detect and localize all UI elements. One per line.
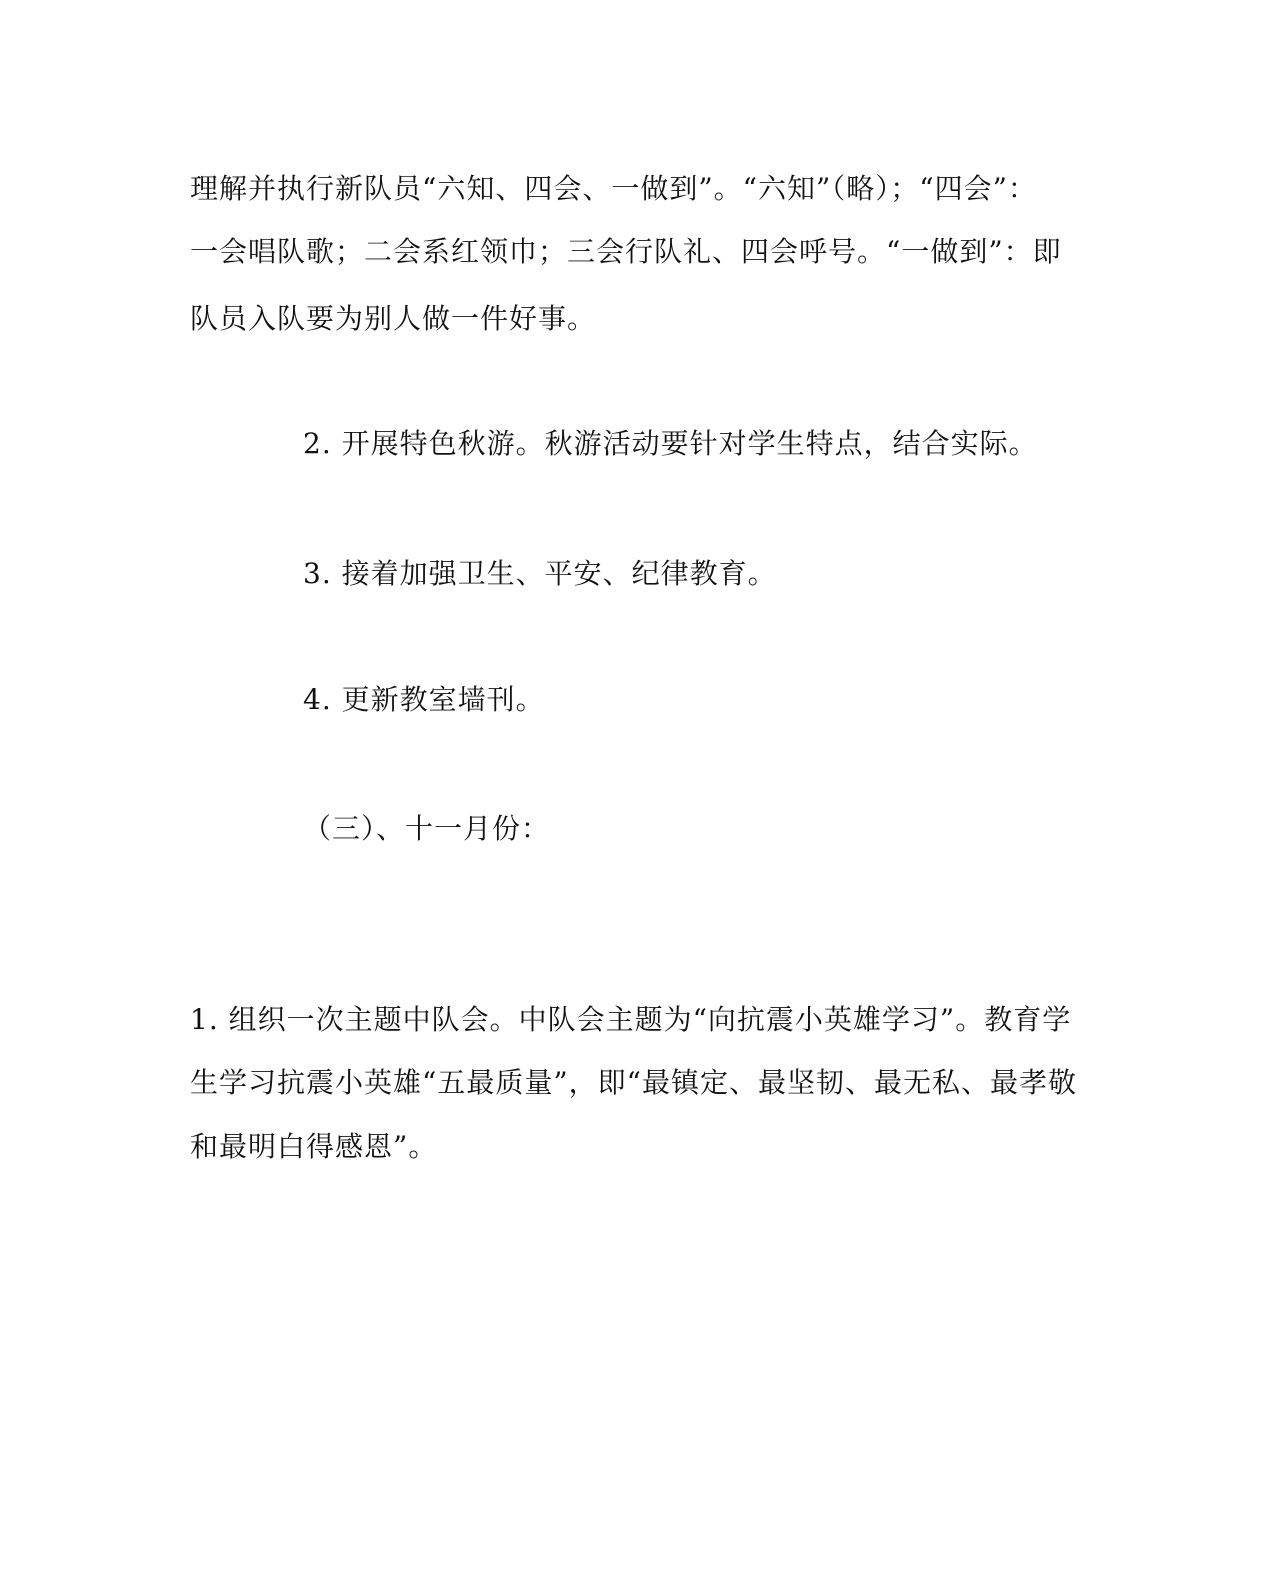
paragraph-2-line-2: 生学习抗震小英雄“五最质量”，即“最镇定、最坚韧、最无私、最孝敬 (190, 1066, 1077, 1099)
paragraph-2-line-3: 和最明白得感恩”。 (190, 1130, 438, 1163)
section-heading: （三）、十一月份： (303, 812, 551, 845)
list-item-2: 2. 开展特色秋游。秋游活动要针对学生特点，结合实际。 (303, 427, 1038, 460)
paragraph-1-line-3: 队员入队要为别人做一件好事。 (190, 302, 597, 335)
paragraph-1-line-2: 一会唱队歌；二会系红领巾；三会行队礼、四会呼号。“一做到”：即 (190, 235, 1062, 268)
paragraph-2-line-1: 1. 组织一次主题中队会。中队会主题为“向抗震小英雄学习”。教育学 (190, 1003, 1072, 1036)
paragraph-1-line-1: 理解并执行新队员“六知、四会、一做到”。“六知”（略）；“四会”： (190, 172, 1037, 205)
list-item-4: 4. 更新教室墙刊。 (303, 683, 545, 716)
list-item-3: 3. 接着加强卫生、平安、纪律教育。 (303, 557, 777, 590)
